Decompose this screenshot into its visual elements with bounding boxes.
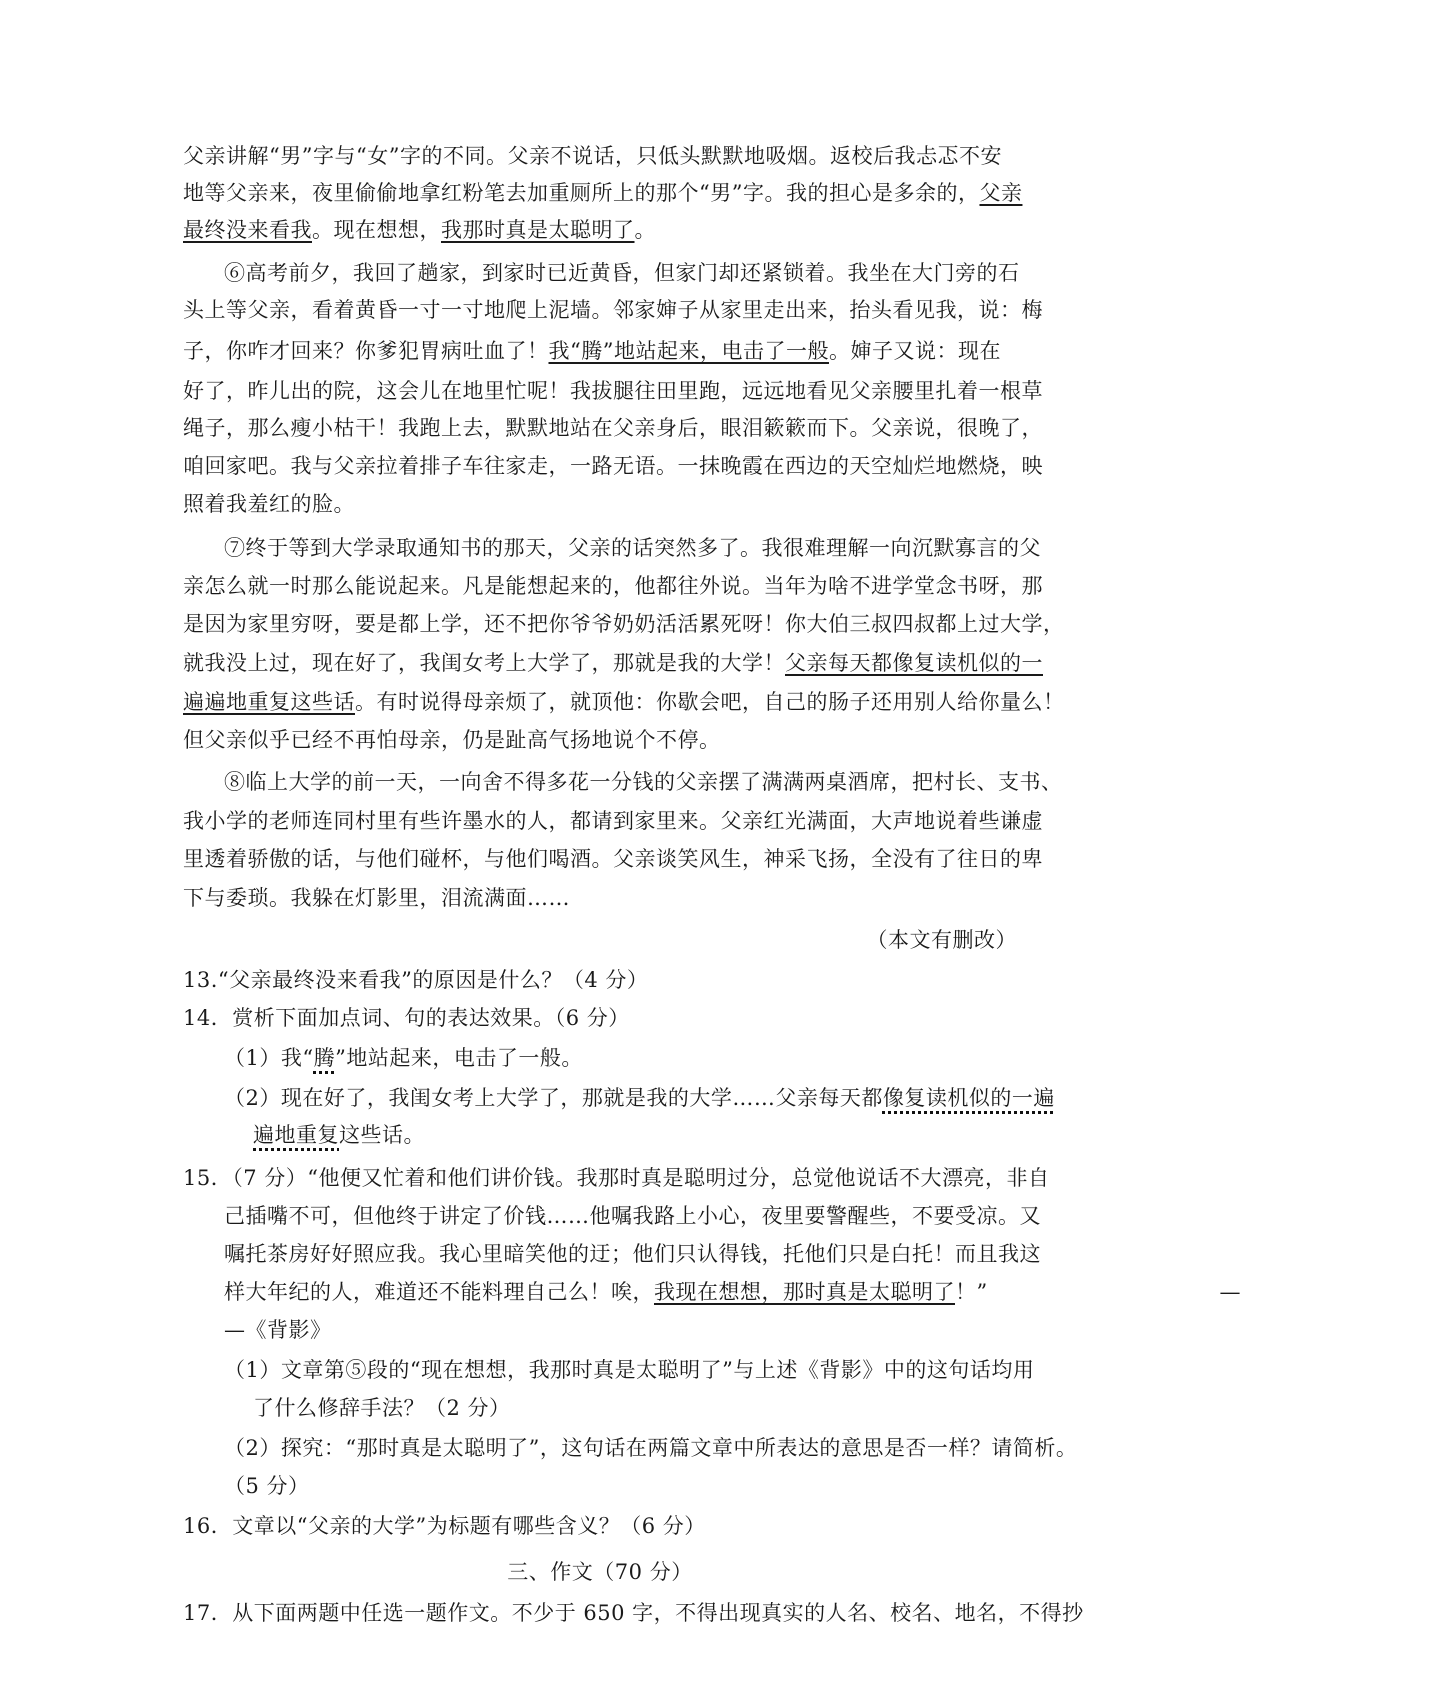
text-line [0,486,1383,522]
text: 父亲讲解“男”字与“女”字的不同。父亲不说话，只低头默默地吸烟。返校后我忐忑不安 [183,144,1002,168]
dotted-text: 腾 [313,1046,336,1070]
dotted-text: 像复读机似的一遍 [882,1086,1055,1110]
text-line [0,880,1383,916]
text-line [0,175,1383,211]
text: 15．（7 分）“他便又忙着和他们讲价钱。我那时真是聪明过分，总觉他说话不大漂亮，非自 [183,1166,1050,1190]
text: 嘱托茶房好好照应我。我心里暗笑他的迂；他们只认得钱，托他们只是白托！而且我这 [224,1242,1041,1266]
text: （2）探究：“那时真是太聪明了”，这句话在两篇文章中所表达的意思是否一样？请简析。 [224,1436,1078,1460]
underlined-text: 父亲每天都像复读机似的一 [785,651,1043,675]
text-line [0,292,1383,328]
text-line [0,448,1383,484]
text-line [0,841,1383,877]
underlined-text: 最终没来看我 [183,218,312,242]
question-16 [0,1508,1383,1544]
text: 13.“父亲最终没来看我”的原因是什么？（4 分） [183,968,649,992]
text-line [0,1312,1424,1348]
question-15 [0,1160,1383,1196]
text: 咱回家吧。我与父亲拉着排子车往家走，一路无语。一抹晚霞在西边的天空灿烂地燃烧，映 [183,454,1043,478]
text: 绳子，那么瘦小枯干！我跑上去，默默地站在父亲身后，眼泪簌簌而下。父亲说，很晚了， [183,416,1043,440]
text: 里透着骄傲的话，与他们碰杯，与他们喝酒。父亲谈笑风生，神采飞扬，全没有了往日的卑 [183,847,1043,871]
text-line [0,606,1383,642]
question-14-2-cont [0,1117,1453,1153]
question-15-1 [0,1352,1424,1388]
text: 地等父亲来，夜里偷偷地拿红粉笔去加重厕所上的那个“男”字。我的担心是多余的， [183,181,980,205]
text: 下与委琐。我躲在灯影里，泪流满面…… [183,886,570,910]
text-line [0,645,1383,681]
text-line [0,1390,1453,1426]
text-line [0,1198,1424,1234]
text: （本文有删改） [866,928,1017,952]
text: 了什么修辞手法？（2 分） [253,1396,511,1420]
text: （1）我“ [224,1046,314,1070]
text: 己插嘴不可，但他终于讲定了价钱……他嘱我路上小心，夜里要警醒些，不要受凉。又 [224,1204,1041,1228]
text: 14．赏析下面加点词、句的表达效果。（6 分） [183,1006,630,1030]
source-note [0,922,1200,958]
text: 是因为家里穷呀，要是都上学，还不把你爷爷奶奶活活累死呀！你大伯三叔四叔都上过大学， [183,612,1065,636]
text: ⑥高考前夕，我回了趟家，到家时已近黄昏，但家门却还紧锁着。我坐在大门旁的石 [224,261,1020,285]
text: 就我没上过，现在好了，我闺女考上大学了，那就是我的大学！ [183,651,785,675]
paragraph-8-line [0,764,1424,800]
text: 好了，昨儿出的院，这会儿在地里忙呢！我拔腿往田里跑，远远地看见父亲腰里扎着一根草 [183,379,1043,403]
underlined-text: 我“腾”地站起来，电击了一般 [548,339,829,363]
text: ⑦终于等到大学录取通知书的那天，父亲的话突然多了。我很难理解一向沉默寡言的父 [224,536,1041,560]
text-line [0,722,1383,758]
text-line [0,803,1383,839]
text: （5 分） [224,1474,310,1498]
text-line [0,212,1383,248]
text-line [0,568,1383,604]
text: 样大年纪的人，难道还不能料理自己么！唉， [224,1280,654,1304]
question-14 [0,1000,1383,1036]
text: （2）现在好了，我闺女考上大学了，那就是我的大学……父亲每天都 [224,1086,883,1110]
question-14-2 [0,1080,1424,1116]
text: 亲怎么就一时那么能说起来。凡是能想起来的，他都往外说。当年为啥不进学堂念书呀，那 [183,574,1043,598]
text: 照着我羞红的脸。 [183,492,355,516]
question-15-2 [0,1430,1424,1466]
text-line [0,1468,1424,1504]
text: 。现在想想， [312,218,441,242]
dotted-text: 遍地重复 [253,1123,339,1147]
text-line [0,684,1383,720]
text: （1）文章第⑤段的“现在想想，我那时真是太聪明了”与上述《背影》中的这句话均用 [224,1358,1035,1382]
text: 头上等父亲，看着黄昏一寸一寸地爬上泥墙。邻家婶子从家里走出来，抬头看见我，说：梅 [183,298,1043,322]
text: 17．从下面两题中任选一题作文。不少于 650 字，不得出现真实的人名、校名、地名，不得抄 [183,1601,1084,1625]
dash: — [1219,1280,1241,1304]
text: —《背影》 [224,1318,332,1342]
text-line [0,138,1383,174]
text: 16．文章以“父亲的大学”为标题有哪些含义？（6 分） [183,1514,706,1538]
question-13 [0,962,1383,998]
text: 这些话。 [339,1123,425,1147]
text-line [0,373,1383,409]
paragraph-7-line [0,530,1424,566]
underlined-text: 我那时真是太聪明了 [441,218,635,242]
text: 。婶子又说：现在 [828,339,1001,363]
text: 。有时说得母亲烦了，就顶他：你歇会吧，自己的肠子还用别人给你量么！ [355,690,1065,714]
text: 。 [634,218,656,242]
text: 子，你咋才回来？你爹犯胃病吐血了！ [183,339,549,363]
text: ”地站起来，电击了一般。 [335,1046,583,1070]
text-line [0,1236,1424,1272]
text-line [0,1274,1424,1310]
underlined-text: 父亲 [979,181,1023,205]
text: 三、作文（70 分） [507,1560,693,1584]
text-line [0,410,1383,446]
text: ⑧临上大学的前一天，一向舍不得多花一分钱的父亲摆了满满两桌酒席，把村长、支书、 [224,770,1063,794]
underlined-text: 遍遍地重复这些话 [183,690,355,714]
question-17 [0,1595,1383,1631]
text: 我小学的老师连同村里有些许墨水的人，都请到家里来。父亲红光满面，大声地说着些谦虚 [183,809,1043,833]
section-heading [0,1554,1200,1590]
paragraph-6-line [0,255,1424,291]
text-line [0,333,1383,369]
text: ！” [955,1280,988,1304]
question-14-1 [0,1040,1424,1076]
underlined-text: 我现在想想，那时真是太聪明了 [654,1280,955,1304]
text: 但父亲似乎已经不再怕母亲，仍是趾高气扬地说个不停。 [183,728,721,752]
